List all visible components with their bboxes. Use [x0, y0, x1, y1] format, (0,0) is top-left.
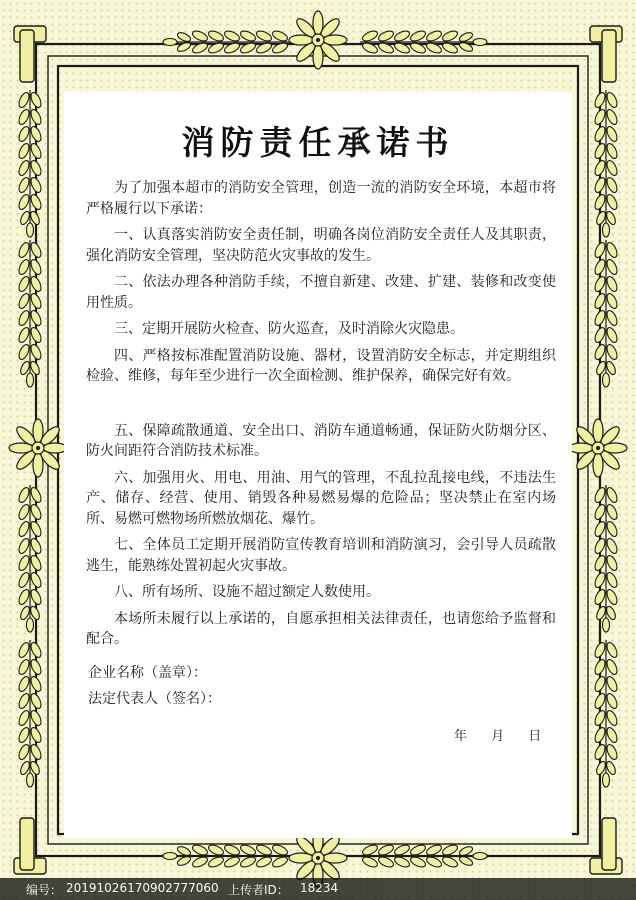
intro-paragraph: 为了加强本超市的消防安全管理，创造一流的消防安全环境，本超市将严格履行以下承诺： — [86, 180, 556, 217]
legal-representative-label: 法定代表人（签名）： — [88, 691, 221, 707]
commitment-5: 五、保障疏散通道、安全出口、消防车通道畅通，保证防火防烟分区、防火间距符合消防技术标准。 — [86, 422, 556, 459]
document-body — [86, 178, 556, 656]
commitment-1: 一、认真落实消防安全责任制，明确各岗位消防安全责任人及其职责，强化消防安全管理，坚决防范火灾事故的发生。 — [86, 227, 556, 264]
watermark-uploader-value: 18234 — [300, 881, 339, 895]
watermark-bar — [0, 878, 636, 900]
closing-paragraph: 本场所未履行以上承诺的，自愿承担相关法律责任，也请您给予监督和配合。 — [86, 610, 556, 647]
watermark-uploader-label: 上传者ID： — [228, 883, 289, 897]
commitment-3: 三、定期开展防火检查、防火巡查，及时消除火灾隐患。 — [114, 321, 464, 337]
commitment-8: 八、所有场所、设施不超过额定人数使用。 — [114, 584, 380, 600]
commitment-4: 四、严格按标准配置消防设施、器材，设置消防安全标志，并定期组织检验、维修，每年至少进行一次全面检测、维护保养，确保完好有效。 — [86, 347, 556, 384]
date-line: 年 月 日 — [454, 729, 552, 744]
watermark-id-value: 20191026170902777060 — [66, 881, 219, 895]
page-title: 消防责任承诺书 — [181, 123, 455, 162]
company-name-label: 企业名称（盖章）： — [88, 665, 207, 681]
watermark-id-label: 编号： — [26, 883, 63, 897]
commitment-7: 七、全体员工定期开展消防宣传教育培训和消防演习，会引导人员疏散逃生，能熟练处置初起火灾事故。 — [86, 537, 556, 574]
commitment-2: 二、依法办理各种消防手续，不擅自新建、改建、扩建、装修和改变使用性质。 — [86, 274, 556, 311]
commitment-6: 六、加强用火、用电、用油、用气的管理，不乱拉乱接电线，不违法生产、储存、经营、使用、销毁各种易燃易爆的危险品；坚决禁止在室内场所、易燃可燃物场所燃放烟花、爆竹。 — [86, 469, 556, 527]
